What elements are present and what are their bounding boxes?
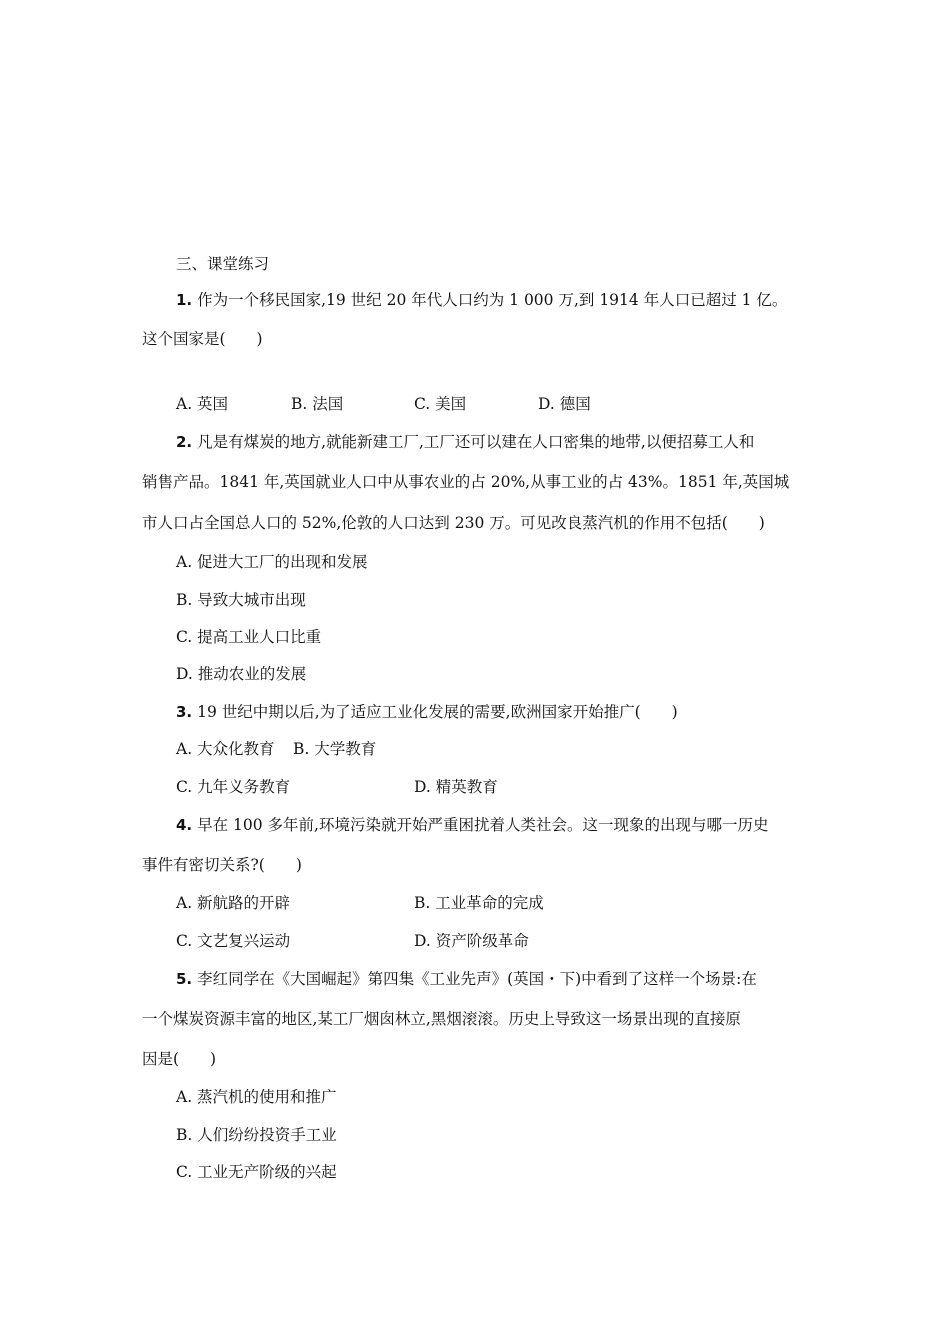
- question-2-number: 2.: [176, 433, 193, 451]
- question-3-option-a[interactable]: A. 大众化教育: [176, 740, 275, 758]
- question-2-line-1: [176, 432, 754, 452]
- question-1-option-d[interactable]: D. 德国: [538, 395, 591, 413]
- question-2-line-3: 市人口占全国总人口的 52%,伦敦的人口达到 230 万。可见改良蒸汽机的作用不包括( ): [142, 514, 765, 532]
- question-2-option-d[interactable]: D. 推动农业的发展: [176, 665, 307, 683]
- question-4-line-2: 事件有密切关系?( ): [142, 856, 302, 874]
- question-1-option-c[interactable]: C. 美国: [414, 395, 467, 413]
- question-3-line-1: [176, 702, 678, 722]
- section-title: 三、课堂练习: [176, 255, 270, 273]
- question-5-option-a[interactable]: A. 蒸汽机的使用和推广: [176, 1088, 337, 1106]
- question-3-option-d[interactable]: D. 精英教育: [414, 778, 498, 796]
- question-2-option-b[interactable]: B. 导致大城市出现: [176, 591, 306, 609]
- question-1-line-2: 这个国家是( ): [142, 330, 263, 348]
- question-4-line-1: [176, 815, 768, 835]
- question-1-text: 作为一个移民国家,19 世纪 20 年代人口约为 1 000 万,到 1914 年人口已超过 1 亿。: [197, 291, 788, 309]
- question-1-option-b[interactable]: B. 法国: [291, 395, 344, 413]
- question-3-text: 19 世纪中期以后,为了适应工业化发展的需要,欧洲国家开始推广( ): [197, 703, 678, 721]
- question-4-text: 早在 100 多年前,环境污染就开始严重困扰着人类社会。这一现象的出现与哪一历史: [197, 816, 769, 834]
- question-5-line-2: 一个煤炭资源丰富的地区,某工厂烟囱林立,黑烟滚滚。历史上导致这一场景出现的直接原: [142, 1010, 741, 1028]
- question-3-option-c[interactable]: C. 九年义务教育: [176, 778, 291, 796]
- question-4-option-d[interactable]: D. 资产阶级革命: [414, 932, 529, 950]
- question-2-option-a[interactable]: A. 促进大工厂的出现和发展: [176, 553, 368, 571]
- question-5-line-1: [176, 969, 757, 989]
- question-4-option-c[interactable]: C. 文艺复兴运动: [176, 932, 291, 950]
- question-1-number: 1.: [176, 291, 193, 309]
- question-2-option-c[interactable]: C. 提高工业人口比重: [176, 628, 322, 646]
- question-5-line-3: 因是( ): [142, 1050, 217, 1068]
- question-5-number: 5.: [176, 970, 193, 988]
- question-2-line-2: 销售产品。1841 年,英国就业人口中从事农业的占 20%,从事工业的占 43%。1851 年,英国城: [142, 473, 790, 491]
- question-4-number: 4.: [176, 816, 193, 834]
- question-4-option-b[interactable]: B. 工业革命的完成: [414, 894, 544, 912]
- question-3-option-b[interactable]: B. 大学教育: [293, 740, 377, 758]
- question-5-option-b[interactable]: B. 人们纷纷投资手工业: [176, 1126, 337, 1144]
- question-2-text: 凡是有煤炭的地方,就能新建工厂,工厂还可以建在人口密集的地带,以便招募工人和: [197, 433, 755, 451]
- question-3-number: 3.: [176, 703, 193, 721]
- question-1-line-1: [176, 290, 787, 310]
- question-5-option-c[interactable]: C. 工业无产阶级的兴起: [176, 1163, 337, 1181]
- question-1-option-a[interactable]: A. 英国: [176, 395, 229, 413]
- question-4-option-a[interactable]: A. 新航路的开辟: [176, 894, 291, 912]
- question-5-text: 李红同学在《大国崛起》第四集《工业先声》(英国・下)中看到了这样一个场景:在: [197, 970, 757, 988]
